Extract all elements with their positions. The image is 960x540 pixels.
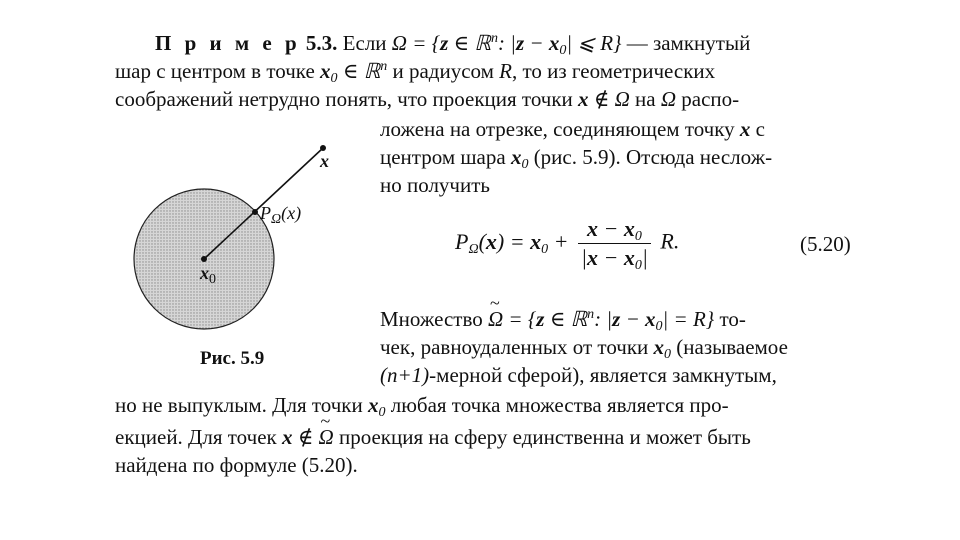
- example-number: 5.3.: [305, 31, 338, 55]
- text-line-12: найдена по формуле (5.20).: [115, 453, 358, 477]
- label-projection: $P_\Omega(x)$: [260, 203, 302, 227]
- text-line-7: Множество ~ Ω = {z ∈ ℝ$^n$: $|z - x_0| = R$} то-: [380, 306, 746, 332]
- formula-5-20: $P_\Omega(x) = x_0$ + $\frac{x - x_0}{|x - x_0|}$ R.: [455, 216, 680, 273]
- text-line-10: но не выпуклым. Для точки $x_0$ любая точка множества является про-: [115, 393, 729, 420]
- text-line-2: шар с центром в точке $x_0$ ∈ ℝ$^n$ и радиусом R, то из геометрических: [115, 59, 716, 86]
- text-line-11: екцией. Для точек x ∉ ~ Ω проекция на сферу единственна и может быть: [115, 424, 751, 450]
- ball-diagram: [130, 135, 370, 345]
- text-line-6: но получить: [380, 173, 490, 197]
- figure-caption: Рис. 5.9: [200, 348, 265, 369]
- text-line-8: чек, равноудаленных от точки $x_0$ (называемое: [380, 335, 788, 362]
- text-line-3: соображений нетрудно понять, что проекция точки x ∉ Ω на Ω распо-: [115, 87, 740, 111]
- text-line-5: центром шара $x_0$ (рис. 5.9). Отсюда неслож-: [380, 145, 773, 172]
- text-line-4: ложена на отрезке, соединяющем точку x с: [380, 117, 765, 141]
- figure-5-9: [130, 135, 370, 345]
- equation-number: (5.20): [800, 232, 851, 256]
- label-x0: $x_0$: [200, 263, 216, 287]
- text-line-1: П р и м е р 5.3. Если Ω = {z ∈ ℝ$^n$: $|z - x_0|$ ⩽ R} — замкнутый: [155, 31, 751, 58]
- example-heading: П р и м е р: [155, 31, 301, 55]
- point-projection: [252, 209, 258, 215]
- point-x0: [201, 256, 207, 262]
- text-line-9: (n+1)-мерной сферой), является замкнутым,: [380, 363, 777, 387]
- label-x: x: [320, 151, 329, 171]
